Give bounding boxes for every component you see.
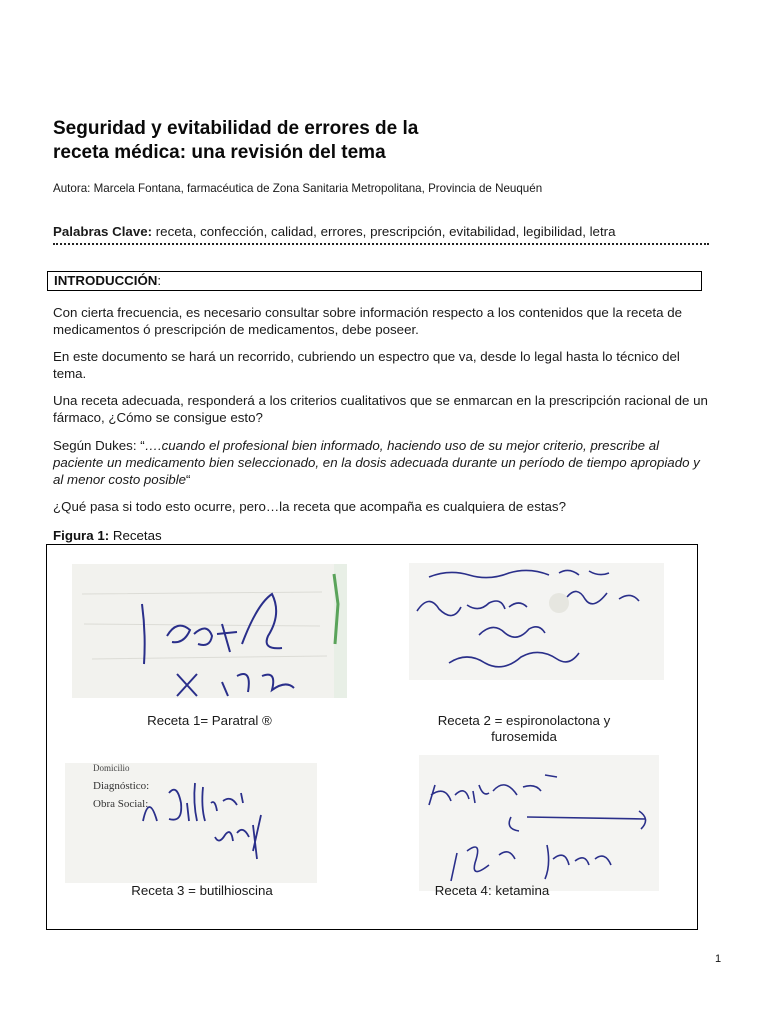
- form-label-diagnostico: Diagnóstico:: [93, 780, 150, 792]
- paragraph-1: Con cierta frecuencia, es necesario consultar sobre información respecto a los contenidos que la receta de medicamentos ó prescripción de medicamentos, debe poseer.: [53, 305, 682, 337]
- caption-receta-1: Receta 1= Paratral ®: [147, 713, 272, 728]
- keywords-line: [53, 224, 615, 239]
- figure-recetas-box: [46, 544, 698, 930]
- paragraph-2: En este documento se hará un recorrido, cubriendo un espectro que va, desde lo legal hasta lo técnico del tema.: [53, 349, 680, 381]
- receta-1-image: [72, 564, 347, 698]
- quote-suffix: “: [186, 472, 191, 487]
- receta-4-image: [419, 755, 659, 891]
- caption-receta-2-line-2: furosemida: [491, 729, 557, 744]
- page-number: 1: [715, 953, 722, 965]
- caption-receta-2: [419, 713, 629, 745]
- caption-receta-3: Receta 3 = butilhioscina: [131, 883, 273, 898]
- dotted-divider: [53, 243, 709, 245]
- figure-label: [53, 528, 162, 543]
- paragraph-3: Una receta adecuada, responderá a los criterios cualitativos que se enmarcan en la prescripción racional de un fármaco, ¿Cómo se consigue esto?: [53, 393, 708, 425]
- document-title: [53, 117, 418, 165]
- intro-heading-box: [47, 271, 702, 291]
- caption-receta-4: Receta 4: ketamina: [434, 883, 550, 898]
- figure-label-bold: Figura 1:: [53, 528, 110, 543]
- intro-colon: :: [157, 273, 162, 288]
- paragraph-5: ¿Qué pasa si todo esto ocurre, pero…la receta que acompaña es cualquiera de estas?: [53, 499, 566, 514]
- keywords-label: Palabras Clave:: [53, 224, 153, 239]
- quote-text: ….cuando el profesional bien informado, haciendo uso de su mejor criterio, prescribe al paciente un medicamento bien seleccionado, en la dosis adecuada durante un período de tiempo apropiado y al menor costo posible: [53, 438, 700, 487]
- receta-2-image: [409, 563, 664, 680]
- title-line-2: receta médica: una revisión del tema: [53, 142, 386, 163]
- author-line: Autora: Marcela Fontana, farmacéutica de Zona Sanitaria Metropolitana, Provincia de Neuquén: [53, 182, 543, 195]
- form-label-domicilio: Domicilio: [93, 763, 130, 773]
- intro-heading: INTRODUCCIÓN: [54, 273, 158, 288]
- quote-prefix: Según Dukes: “: [53, 438, 145, 453]
- receta-3-image: [65, 763, 317, 883]
- keywords-text: receta, confección, calidad, errores, prescripción, evitabilidad, legibilidad, letra: [152, 224, 616, 239]
- title-line-1: Seguridad y evitabilidad de errores de la: [53, 118, 419, 139]
- figure-title: Recetas: [109, 528, 162, 543]
- form-label-obra-social: Obra Social:: [93, 798, 149, 810]
- paragraph-4-dukes-quote: [53, 437, 708, 488]
- caption-receta-2-line-1: Receta 2 = espironolactona y: [437, 713, 611, 728]
